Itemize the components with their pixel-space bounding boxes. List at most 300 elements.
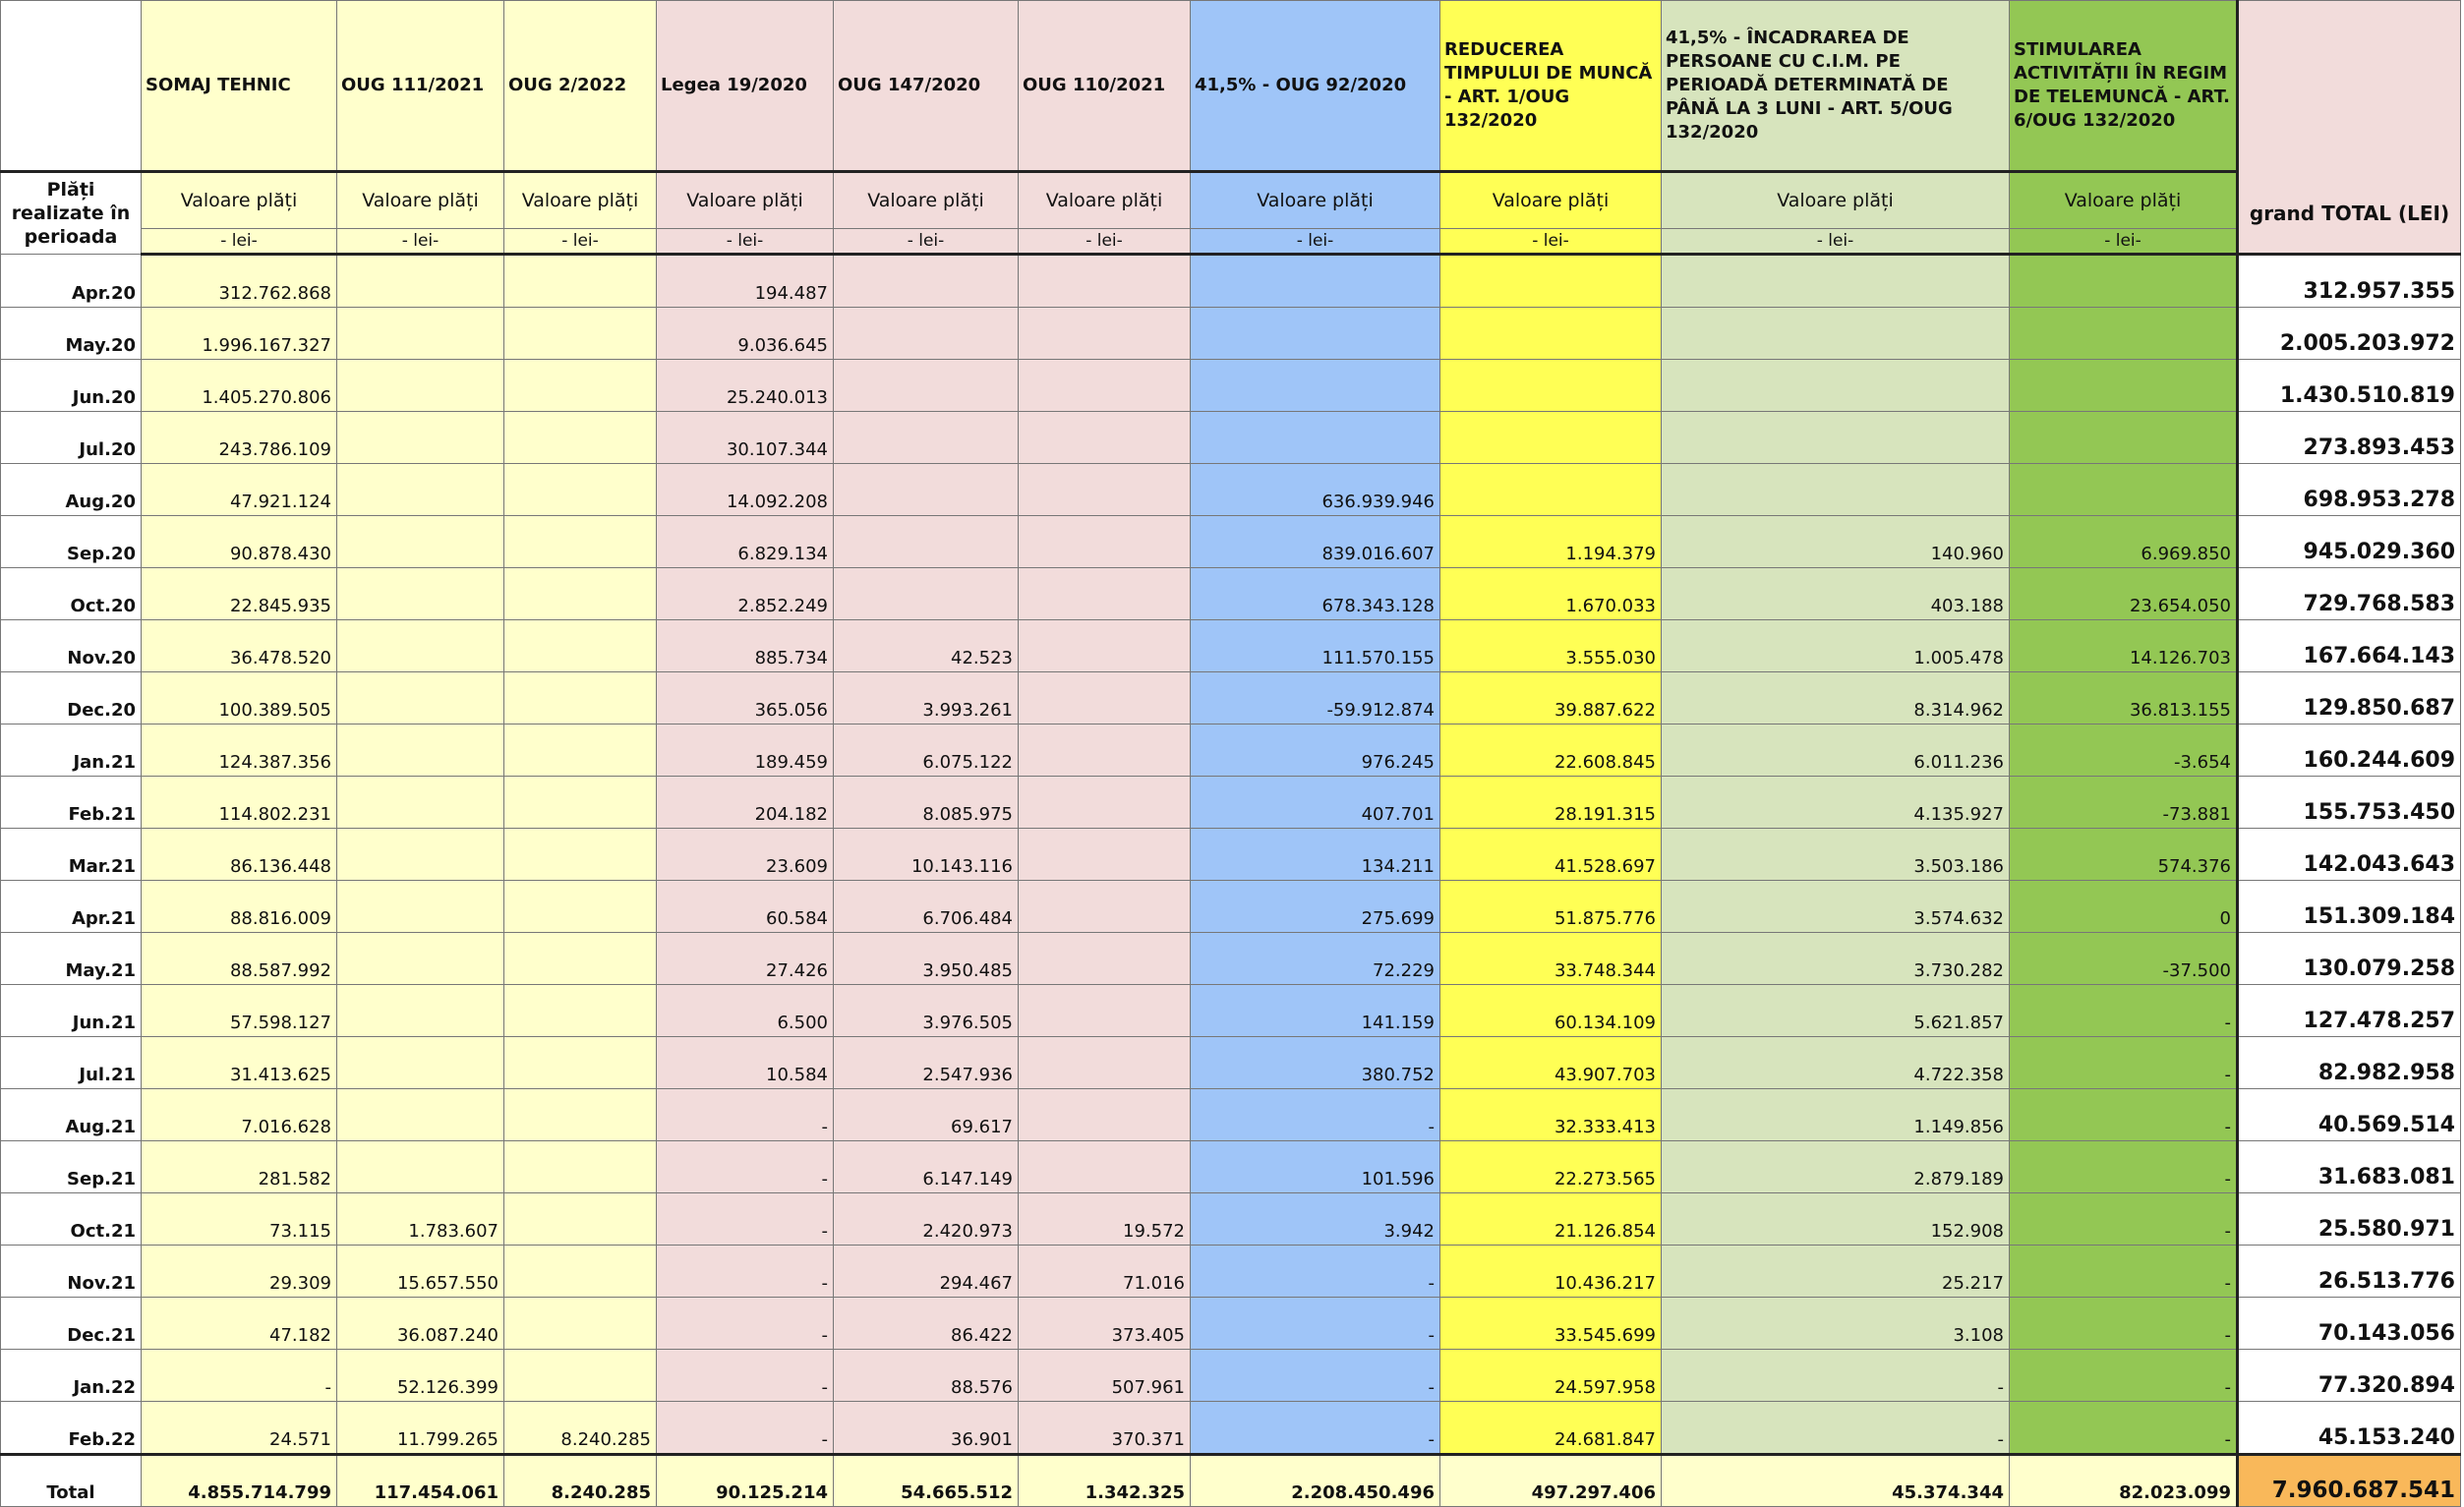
value-cell: 101.596: [1191, 1141, 1440, 1193]
value-cell: 152.908: [1662, 1193, 2010, 1246]
value-cell: 194.487: [657, 255, 834, 308]
value-cell: 3.108: [1662, 1298, 2010, 1350]
value-cell: [337, 933, 504, 985]
value-cell: -: [657, 1193, 834, 1246]
unit-label: - lei-: [1662, 229, 2010, 255]
table-row: [1, 464, 2461, 516]
value-cell: [337, 1037, 504, 1089]
row-total-cell: 1.430.510.819: [2238, 360, 2461, 412]
total-cell: 45.374.344: [1662, 1455, 2010, 1507]
value-cell: [2010, 255, 2238, 308]
value-cell: 100.389.505: [142, 672, 337, 725]
total-cell: 497.297.406: [1440, 1455, 1662, 1507]
value-cell: [337, 620, 504, 672]
value-cell: 141.159: [1191, 985, 1440, 1037]
value-cell: [337, 464, 504, 516]
row-total-cell: 142.043.643: [2238, 829, 2461, 881]
value-cell: 28.191.315: [1440, 777, 1662, 829]
value-cell: 47.921.124: [142, 464, 337, 516]
total-row: [1, 1455, 2461, 1507]
row-total-cell: 127.478.257: [2238, 985, 2461, 1037]
period-label: Dec.20: [1, 672, 142, 725]
value-cell: [2010, 360, 2238, 412]
value-cell: -: [657, 1402, 834, 1455]
value-cell: [2010, 464, 2238, 516]
value-cell: [1662, 308, 2010, 360]
table-row: [1, 255, 2461, 308]
value-cell: [1191, 255, 1440, 308]
value-cell: 6.011.236: [1662, 725, 2010, 777]
value-cell: 52.126.399: [337, 1350, 504, 1402]
value-cell: 1.005.478: [1662, 620, 2010, 672]
row-total-cell: 25.580.971: [2238, 1193, 2461, 1246]
value-cell: 6.500: [657, 985, 834, 1037]
value-cell: 380.752: [1191, 1037, 1440, 1089]
value-cell: 43.907.703: [1440, 1037, 1662, 1089]
subheader-label: Valoare plăți: [1191, 172, 1440, 229]
period-label: Jun.20: [1, 360, 142, 412]
value-cell: [337, 255, 504, 308]
value-cell: [337, 1089, 504, 1141]
period-label: Mar.21: [1, 829, 142, 881]
value-cell: -3.654: [2010, 725, 2238, 777]
value-cell: 86.136.448: [142, 829, 337, 881]
value-cell: 47.182: [142, 1298, 337, 1350]
row-total-cell: 130.079.258: [2238, 933, 2461, 985]
value-cell: 6.969.850: [2010, 516, 2238, 568]
value-cell: [1019, 1141, 1191, 1193]
value-cell: -: [2010, 1350, 2238, 1402]
value-cell: [2010, 412, 2238, 464]
value-cell: [834, 516, 1019, 568]
value-cell: [1019, 255, 1191, 308]
value-cell: [834, 412, 1019, 464]
table-row: [1, 1350, 2461, 1402]
col-header-oug-147-2020: OUG 147/2020: [834, 1, 1019, 172]
value-cell: -: [2010, 1298, 2238, 1350]
value-cell: 1.996.167.327: [142, 308, 337, 360]
table-row: [1, 672, 2461, 725]
col-header-reducerea-timpului: REDUCEREA TIMPULUI DE MUNCĂ - ART. 1/OUG 132/2020: [1440, 1, 1662, 172]
row-total-cell: 45.153.240: [2238, 1402, 2461, 1455]
value-cell: 32.333.413: [1440, 1089, 1662, 1141]
table-body: [1, 255, 2461, 1455]
row-total-cell: 167.664.143: [2238, 620, 2461, 672]
value-cell: 3.503.186: [1662, 829, 2010, 881]
value-cell: [337, 308, 504, 360]
value-cell: -: [2010, 985, 2238, 1037]
table-row: [1, 568, 2461, 620]
subheader-label: Valoare plăți: [2010, 172, 2238, 229]
value-cell: [504, 360, 657, 412]
value-cell: 90.878.430: [142, 516, 337, 568]
value-cell: 19.572: [1019, 1193, 1191, 1246]
subheader-row: [1, 172, 2461, 229]
value-cell: 88.576: [834, 1350, 1019, 1402]
value-cell: 60.134.109: [1440, 985, 1662, 1037]
subheader-label: Valoare plăți: [337, 172, 504, 229]
value-cell: -: [1662, 1402, 2010, 1455]
value-cell: 4.135.927: [1662, 777, 2010, 829]
value-cell: 33.748.344: [1440, 933, 1662, 985]
value-cell: -: [657, 1089, 834, 1141]
value-cell: 57.598.127: [142, 985, 337, 1037]
period-label: May.21: [1, 933, 142, 985]
value-cell: [504, 777, 657, 829]
value-cell: [504, 308, 657, 360]
total-cell: 54.665.512: [834, 1455, 1019, 1507]
row-total-cell: 945.029.360: [2238, 516, 2461, 568]
value-cell: 3.730.282: [1662, 933, 2010, 985]
value-cell: [2010, 308, 2238, 360]
value-cell: [337, 672, 504, 725]
value-cell: -: [1662, 1350, 2010, 1402]
value-cell: 189.459: [657, 725, 834, 777]
value-cell: 29.309: [142, 1246, 337, 1298]
row-total-cell: 155.753.450: [2238, 777, 2461, 829]
value-cell: 3.942: [1191, 1193, 1440, 1246]
subheader-label: Valoare plăți: [834, 172, 1019, 229]
value-cell: 22.273.565: [1440, 1141, 1662, 1193]
table-row: [1, 985, 2461, 1037]
value-cell: 23.654.050: [2010, 568, 2238, 620]
value-cell: 6.706.484: [834, 881, 1019, 933]
table-row: [1, 725, 2461, 777]
value-cell: 86.422: [834, 1298, 1019, 1350]
table-row: [1, 360, 2461, 412]
value-cell: -: [2010, 1246, 2238, 1298]
value-cell: 69.617: [834, 1089, 1019, 1141]
value-cell: 22.845.935: [142, 568, 337, 620]
value-cell: 88.587.992: [142, 933, 337, 985]
value-cell: 15.657.550: [337, 1246, 504, 1298]
period-label: Jan.21: [1, 725, 142, 777]
value-cell: 36.813.155: [2010, 672, 2238, 725]
value-cell: [504, 985, 657, 1037]
value-cell: [504, 881, 657, 933]
value-cell: 25.240.013: [657, 360, 834, 412]
value-cell: [504, 1037, 657, 1089]
period-label: Oct.21: [1, 1193, 142, 1246]
col-header-incadrarea-cim: 41,5% - ÎNCADRAREA DE PERSOANE CU C.I.M. PE PERIOADĂ DETERMINATĂ DE PÂNĂ LA 3 LUNI - ART. 5/OUG 132/2020: [1662, 1, 2010, 172]
table-row: [1, 412, 2461, 464]
value-cell: -: [657, 1246, 834, 1298]
row-total-cell: 698.953.278: [2238, 464, 2461, 516]
value-cell: [504, 412, 657, 464]
unit-label: - lei-: [337, 229, 504, 255]
value-cell: 1.670.033: [1440, 568, 1662, 620]
value-cell: 24.681.847: [1440, 1402, 1662, 1455]
grand-total-cell: 7.960.687.541: [2238, 1455, 2461, 1507]
value-cell: [337, 516, 504, 568]
value-cell: [1019, 1089, 1191, 1141]
row-total-cell: 312.957.355: [2238, 255, 2461, 308]
value-cell: [1019, 881, 1191, 933]
value-cell: [504, 516, 657, 568]
value-cell: [337, 777, 504, 829]
value-cell: 134.211: [1191, 829, 1440, 881]
value-cell: 36.478.520: [142, 620, 337, 672]
value-cell: [1440, 255, 1662, 308]
value-cell: 88.816.009: [142, 881, 337, 933]
value-cell: 24.597.958: [1440, 1350, 1662, 1402]
value-cell: [834, 255, 1019, 308]
value-cell: [1662, 464, 2010, 516]
value-cell: [834, 568, 1019, 620]
value-cell: 14.092.208: [657, 464, 834, 516]
value-cell: 10.584: [657, 1037, 834, 1089]
value-cell: [1440, 464, 1662, 516]
value-cell: [504, 672, 657, 725]
table-row: [1, 1037, 2461, 1089]
period-label: Feb.22: [1, 1402, 142, 1455]
row-total-cell: 151.309.184: [2238, 881, 2461, 933]
value-cell: 14.126.703: [2010, 620, 2238, 672]
value-cell: 839.016.607: [1191, 516, 1440, 568]
unit-label: - lei-: [834, 229, 1019, 255]
value-cell: 8.240.285: [504, 1402, 657, 1455]
value-cell: 111.570.155: [1191, 620, 1440, 672]
value-cell: 636.939.946: [1191, 464, 1440, 516]
value-cell: [504, 1141, 657, 1193]
value-cell: 6.829.134: [657, 516, 834, 568]
subheader-label: Valoare plăți: [657, 172, 834, 229]
value-cell: 976.245: [1191, 725, 1440, 777]
value-cell: [1662, 360, 2010, 412]
value-cell: 1.783.607: [337, 1193, 504, 1246]
total-cell: 4.855.714.799: [142, 1455, 337, 1507]
period-label: Sep.20: [1, 516, 142, 568]
col-header-legea-19-2020: Legea 19/2020: [657, 1, 834, 172]
period-label: Oct.20: [1, 568, 142, 620]
value-cell: 1.405.270.806: [142, 360, 337, 412]
value-cell: [1019, 464, 1191, 516]
value-cell: 51.875.776: [1440, 881, 1662, 933]
subheader-label: Valoare plăți: [142, 172, 337, 229]
table-row: [1, 1402, 2461, 1455]
period-label: Apr.20: [1, 255, 142, 308]
value-cell: [1440, 360, 1662, 412]
value-cell: -: [2010, 1141, 2238, 1193]
table-row: [1, 620, 2461, 672]
value-cell: -: [2010, 1037, 2238, 1089]
value-cell: [337, 568, 504, 620]
value-cell: [504, 620, 657, 672]
table-row: [1, 1141, 2461, 1193]
period-label: May.20: [1, 308, 142, 360]
value-cell: 30.107.344: [657, 412, 834, 464]
value-cell: 2.879.189: [1662, 1141, 2010, 1193]
value-cell: 3.950.485: [834, 933, 1019, 985]
value-cell: [1019, 568, 1191, 620]
table-row: [1, 829, 2461, 881]
value-cell: 403.188: [1662, 568, 2010, 620]
value-cell: [834, 308, 1019, 360]
value-cell: 2.420.973: [834, 1193, 1019, 1246]
period-header: Plăți realizate în perioada: [1, 172, 142, 255]
value-cell: 124.387.356: [142, 725, 337, 777]
value-cell: 7.016.628: [142, 1089, 337, 1141]
value-cell: 3.976.505: [834, 985, 1019, 1037]
value-cell: [1019, 829, 1191, 881]
value-cell: [1019, 985, 1191, 1037]
unit-row: [1, 229, 2461, 255]
value-cell: 8.085.975: [834, 777, 1019, 829]
row-total-cell: 82.982.958: [2238, 1037, 2461, 1089]
total-cell: 8.240.285: [504, 1455, 657, 1507]
value-cell: -: [2010, 1193, 2238, 1246]
value-cell: -: [657, 1298, 834, 1350]
table-row: [1, 777, 2461, 829]
value-cell: 3.574.632: [1662, 881, 2010, 933]
value-cell: [1662, 255, 2010, 308]
row-total-cell: 77.320.894: [2238, 1350, 2461, 1402]
unit-label: - lei-: [1019, 229, 1191, 255]
table-row: [1, 516, 2461, 568]
total-cell: 2.208.450.496: [1191, 1455, 1440, 1507]
header-row: [1, 1, 2461, 172]
value-cell: -: [142, 1350, 337, 1402]
col-header-oug-111-2021: OUG 111/2021: [337, 1, 504, 172]
row-total-cell: 31.683.081: [2238, 1141, 2461, 1193]
value-cell: 2.852.249: [657, 568, 834, 620]
value-cell: 8.314.962: [1662, 672, 2010, 725]
total-cell: 90.125.214: [657, 1455, 834, 1507]
subheader-label: Valoare plăți: [1440, 172, 1662, 229]
value-cell: 31.413.625: [142, 1037, 337, 1089]
value-cell: 1.149.856: [1662, 1089, 2010, 1141]
value-cell: 5.621.857: [1662, 985, 2010, 1037]
value-cell: 885.734: [657, 620, 834, 672]
value-cell: [1019, 308, 1191, 360]
col-header-oug-110-2021: OUG 110/2021: [1019, 1, 1191, 172]
value-cell: 114.802.231: [142, 777, 337, 829]
value-cell: [504, 1089, 657, 1141]
value-cell: 33.545.699: [1440, 1298, 1662, 1350]
period-label: Nov.21: [1, 1246, 142, 1298]
value-cell: [337, 360, 504, 412]
row-total-cell: 160.244.609: [2238, 725, 2461, 777]
value-cell: 39.887.622: [1440, 672, 1662, 725]
subheader-label: Valoare plăți: [1019, 172, 1191, 229]
value-cell: [1019, 725, 1191, 777]
value-cell: 2.547.936: [834, 1037, 1019, 1089]
value-cell: [1019, 516, 1191, 568]
row-total-cell: 729.768.583: [2238, 568, 2461, 620]
table-row: [1, 308, 2461, 360]
value-cell: -: [657, 1350, 834, 1402]
value-cell: [1440, 412, 1662, 464]
value-cell: -: [1191, 1350, 1440, 1402]
row-total-cell: 2.005.203.972: [2238, 308, 2461, 360]
value-cell: 73.115: [142, 1193, 337, 1246]
value-cell: [1019, 1037, 1191, 1089]
value-cell: 9.036.645: [657, 308, 834, 360]
value-cell: 24.571: [142, 1402, 337, 1455]
value-cell: [504, 255, 657, 308]
value-cell: [1191, 412, 1440, 464]
value-cell: 71.016: [1019, 1246, 1191, 1298]
value-cell: -: [1191, 1089, 1440, 1141]
value-cell: -37.500: [2010, 933, 2238, 985]
value-cell: 294.467: [834, 1246, 1019, 1298]
period-label: Aug.21: [1, 1089, 142, 1141]
value-cell: [337, 725, 504, 777]
value-cell: [504, 1350, 657, 1402]
unit-label: - lei-: [1191, 229, 1440, 255]
value-cell: [1019, 360, 1191, 412]
unit-label: - lei-: [1440, 229, 1662, 255]
value-cell: 41.528.697: [1440, 829, 1662, 881]
row-total-cell: 273.893.453: [2238, 412, 2461, 464]
value-cell: -: [2010, 1402, 2238, 1455]
unit-label: - lei-: [504, 229, 657, 255]
total-cell: 82.023.099: [2010, 1455, 2238, 1507]
subheader-label: Valoare plăți: [1662, 172, 2010, 229]
value-cell: 204.182: [657, 777, 834, 829]
value-cell: 36.901: [834, 1402, 1019, 1455]
value-cell: 27.426: [657, 933, 834, 985]
value-cell: -59.912.874: [1191, 672, 1440, 725]
value-cell: [1019, 933, 1191, 985]
value-cell: 72.229: [1191, 933, 1440, 985]
table-row: [1, 881, 2461, 933]
total-cell: 117.454.061: [337, 1455, 504, 1507]
value-cell: 373.405: [1019, 1298, 1191, 1350]
value-cell: 275.699: [1191, 881, 1440, 933]
value-cell: [504, 1193, 657, 1246]
value-cell: 21.126.854: [1440, 1193, 1662, 1246]
value-cell: 22.608.845: [1440, 725, 1662, 777]
value-cell: 365.056: [657, 672, 834, 725]
row-total-cell: 129.850.687: [2238, 672, 2461, 725]
table-row: [1, 933, 2461, 985]
value-cell: [504, 568, 657, 620]
row-total-cell: 70.143.056: [2238, 1298, 2461, 1350]
value-cell: 0: [2010, 881, 2238, 933]
value-cell: [504, 933, 657, 985]
value-cell: [1191, 360, 1440, 412]
value-cell: 6.075.122: [834, 725, 1019, 777]
col-header-telemunca: STIMULAREA ACTIVITĂȚII ÎN REGIM DE TELEMUNCĂ - ART. 6/OUG 132/2020: [2010, 1, 2238, 172]
value-cell: 25.217: [1662, 1246, 2010, 1298]
value-cell: 678.343.128: [1191, 568, 1440, 620]
value-cell: 312.762.868: [142, 255, 337, 308]
value-cell: [1019, 777, 1191, 829]
value-cell: 10.436.217: [1440, 1246, 1662, 1298]
value-cell: [1191, 308, 1440, 360]
value-cell: [337, 829, 504, 881]
period-label: Nov.20: [1, 620, 142, 672]
value-cell: 507.961: [1019, 1350, 1191, 1402]
value-cell: -: [2010, 1089, 2238, 1141]
value-cell: 243.786.109: [142, 412, 337, 464]
col-header-somaj-tehnic: SOMAJ TEHNIC: [142, 1, 337, 172]
value-cell: [337, 985, 504, 1037]
corner-cell: [1, 1, 142, 172]
value-cell: [504, 464, 657, 516]
period-label: Jul.20: [1, 412, 142, 464]
table-row: [1, 1089, 2461, 1141]
unit-label: - lei-: [142, 229, 337, 255]
value-cell: [1662, 412, 2010, 464]
value-cell: 407.701: [1191, 777, 1440, 829]
value-cell: 36.087.240: [337, 1298, 504, 1350]
value-cell: 11.799.265: [337, 1402, 504, 1455]
value-cell: [1019, 620, 1191, 672]
value-cell: 3.993.261: [834, 672, 1019, 725]
value-cell: 4.722.358: [1662, 1037, 2010, 1089]
